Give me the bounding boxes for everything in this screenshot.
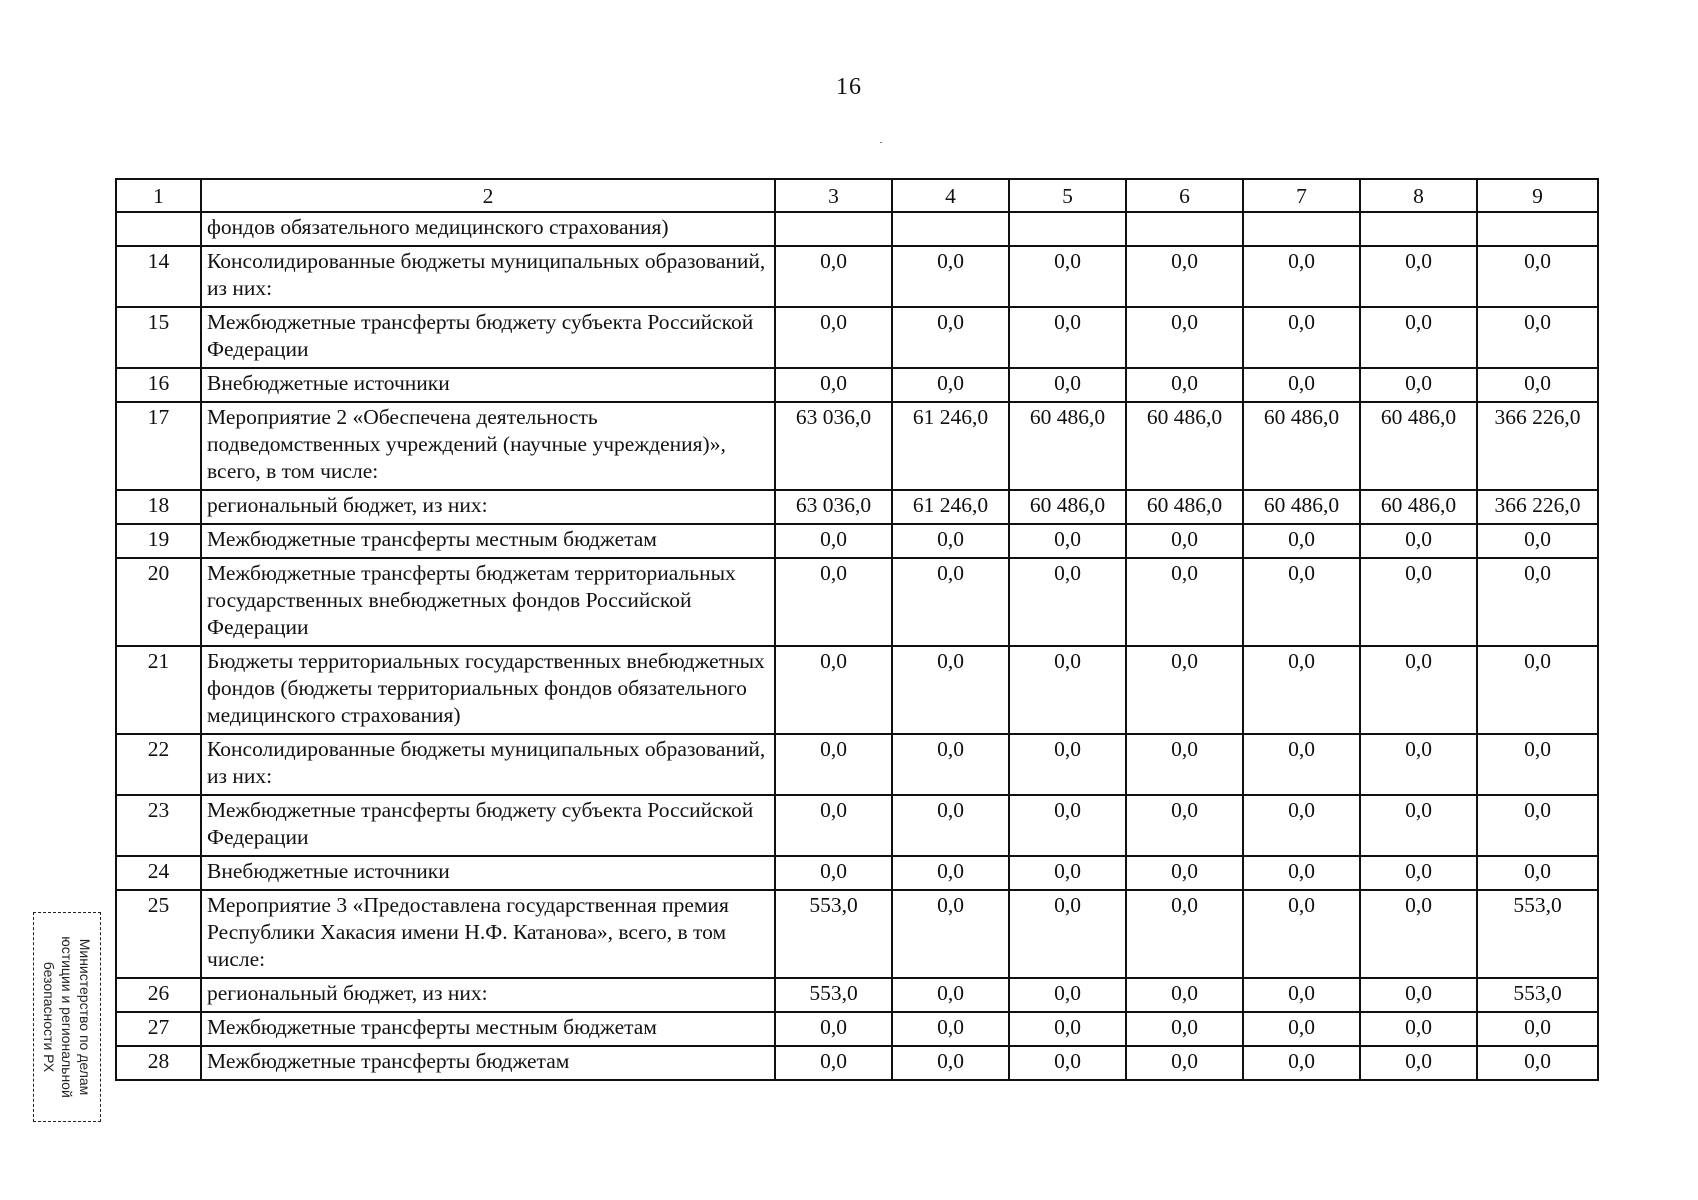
value-cell-col-8: 0,0 (1360, 558, 1477, 646)
value-cell-col-4: 61 246,0 (892, 490, 1009, 524)
value-cell-col-8: 0,0 (1360, 978, 1477, 1012)
table-row (116, 524, 1598, 558)
value-cell-col-6: 0,0 (1126, 246, 1243, 307)
value-cell-col-6: 0,0 (1126, 558, 1243, 646)
header-cell-5: 5 (1009, 179, 1126, 212)
value-cell-col-3: 553,0 (775, 978, 892, 1012)
value-cell-col-8: 0,0 (1360, 307, 1477, 368)
value-cell-col-9 (1477, 212, 1598, 246)
value-cell-col-7: 0,0 (1243, 1046, 1360, 1080)
value-cell-col-6: 0,0 (1126, 978, 1243, 1012)
row-number: 28 (116, 1046, 201, 1080)
value-cell-col-7: 0,0 (1243, 368, 1360, 402)
value-cell-col-5: 0,0 (1009, 978, 1126, 1012)
value-cell-col-9: 0,0 (1477, 795, 1598, 856)
table-header-row (116, 179, 1598, 212)
row-description: Бюджеты территориальных государственных внебюджетных фондов (бюджеты территориальных фондов обязательного медицинского страхования) (201, 646, 775, 734)
value-cell-col-6: 0,0 (1126, 1046, 1243, 1080)
table-row (116, 307, 1598, 368)
row-description: Межбюджетные трансферты местным бюджетам (201, 524, 775, 558)
stamp-line: юстиции и региональной (59, 936, 75, 1098)
value-cell-col-3: 0,0 (775, 524, 892, 558)
row-description: Консолидированные бюджеты муниципальных образований, из них: (201, 734, 775, 795)
value-cell-col-4: 0,0 (892, 1046, 1009, 1080)
value-cell-col-5: 0,0 (1009, 307, 1126, 368)
value-cell-col-5: 60 486,0 (1009, 402, 1126, 490)
row-description: Межбюджетные трансферты бюджетам территориальных государственных внебюджетных фондов Российской Федерации (201, 558, 775, 646)
row-number (116, 212, 201, 246)
stamp-line: безопасности РХ (41, 961, 57, 1073)
table-row (116, 246, 1598, 307)
value-cell-col-7: 0,0 (1243, 734, 1360, 795)
value-cell-col-5: 0,0 (1009, 795, 1126, 856)
value-cell-col-9: 366 226,0 (1477, 402, 1598, 490)
row-number: 16 (116, 368, 201, 402)
value-cell-col-8: 0,0 (1360, 734, 1477, 795)
value-cell-col-5: 0,0 (1009, 734, 1126, 795)
table-row (116, 212, 1598, 246)
header-cell-6: 6 (1126, 179, 1243, 212)
value-cell-col-8: 0,0 (1360, 1046, 1477, 1080)
value-cell-col-7: 60 486,0 (1243, 490, 1360, 524)
value-cell-col-9: 0,0 (1477, 734, 1598, 795)
value-cell-col-4: 0,0 (892, 1012, 1009, 1046)
header-cell-9: 9 (1477, 179, 1598, 212)
value-cell-col-8 (1360, 212, 1477, 246)
row-description: фондов обязательного медицинского страхования) (201, 212, 775, 246)
row-number: 27 (116, 1012, 201, 1046)
value-cell-col-6: 0,0 (1126, 795, 1243, 856)
value-cell-col-8: 0,0 (1360, 646, 1477, 734)
value-cell-col-8: 0,0 (1360, 524, 1477, 558)
value-cell-col-9: 366 226,0 (1477, 490, 1598, 524)
table-row (116, 978, 1598, 1012)
value-cell-col-7: 0,0 (1243, 307, 1360, 368)
value-cell-col-6: 0,0 (1126, 646, 1243, 734)
row-number: 23 (116, 795, 201, 856)
value-cell-col-5: 0,0 (1009, 246, 1126, 307)
value-cell-col-9: 0,0 (1477, 524, 1598, 558)
table-row (116, 558, 1598, 646)
value-cell-col-5: 0,0 (1009, 1012, 1126, 1046)
value-cell-col-7: 0,0 (1243, 246, 1360, 307)
value-cell-col-4: 0,0 (892, 734, 1009, 795)
row-number: 17 (116, 402, 201, 490)
value-cell-col-9: 553,0 (1477, 978, 1598, 1012)
value-cell-col-3: 0,0 (775, 646, 892, 734)
value-cell-col-5: 60 486,0 (1009, 490, 1126, 524)
table-row (116, 646, 1598, 734)
value-cell-col-5 (1009, 212, 1126, 246)
ministry-stamp (33, 912, 101, 1122)
value-cell-col-8: 0,0 (1360, 795, 1477, 856)
table-row (116, 1012, 1598, 1046)
value-cell-col-4: 0,0 (892, 856, 1009, 890)
value-cell-col-7: 0,0 (1243, 890, 1360, 978)
budget-table (115, 178, 1599, 1081)
table-row (116, 890, 1598, 978)
row-number: 20 (116, 558, 201, 646)
value-cell-col-4: 0,0 (892, 646, 1009, 734)
row-number: 19 (116, 524, 201, 558)
row-description: Консолидированные бюджеты муниципальных образований, из них: (201, 246, 775, 307)
value-cell-col-9: 0,0 (1477, 246, 1598, 307)
header-cell-8: 8 (1360, 179, 1477, 212)
value-cell-col-7: 60 486,0 (1243, 402, 1360, 490)
value-cell-col-9: 553,0 (1477, 890, 1598, 978)
value-cell-col-9: 0,0 (1477, 558, 1598, 646)
value-cell-col-4: 0,0 (892, 246, 1009, 307)
value-cell-col-6: 0,0 (1126, 524, 1243, 558)
value-cell-col-8: 0,0 (1360, 368, 1477, 402)
value-cell-col-5: 0,0 (1009, 856, 1126, 890)
value-cell-col-6: 0,0 (1126, 734, 1243, 795)
value-cell-col-3: 0,0 (775, 307, 892, 368)
table-row (116, 1046, 1598, 1080)
value-cell-col-7 (1243, 212, 1360, 246)
row-number: 14 (116, 246, 201, 307)
value-cell-col-3: 63 036,0 (775, 402, 892, 490)
row-number: 25 (116, 890, 201, 978)
row-number: 24 (116, 856, 201, 890)
value-cell-col-5: 0,0 (1009, 890, 1126, 978)
row-description: Внебюджетные источники (201, 368, 775, 402)
stamp-line: Министерство по делам (77, 938, 93, 1096)
row-description: региональный бюджет, из них: (201, 978, 775, 1012)
row-number: 22 (116, 734, 201, 795)
value-cell-col-4: 0,0 (892, 558, 1009, 646)
value-cell-col-9: 0,0 (1477, 307, 1598, 368)
row-description: Межбюджетные трансферты бюджету субъекта Российской Федерации (201, 307, 775, 368)
header-cell-1: 1 (116, 179, 201, 212)
row-description: Внебюджетные источники (201, 856, 775, 890)
value-cell-col-6: 0,0 (1126, 307, 1243, 368)
value-cell-col-3: 0,0 (775, 1012, 892, 1046)
value-cell-col-6: 0,0 (1126, 368, 1243, 402)
value-cell-col-9: 0,0 (1477, 368, 1598, 402)
value-cell-col-7: 0,0 (1243, 1012, 1360, 1046)
value-cell-col-9: 0,0 (1477, 856, 1598, 890)
value-cell-col-3: 0,0 (775, 558, 892, 646)
value-cell-col-4: 0,0 (892, 890, 1009, 978)
value-cell-col-3 (775, 212, 892, 246)
value-cell-col-3: 0,0 (775, 246, 892, 307)
value-cell-col-4: 61 246,0 (892, 402, 1009, 490)
value-cell-col-8: 0,0 (1360, 1012, 1477, 1046)
value-cell-col-9: 0,0 (1477, 646, 1598, 734)
value-cell-col-8: 0,0 (1360, 856, 1477, 890)
row-number: 26 (116, 978, 201, 1012)
row-description: Мероприятие 3 «Предоставлена государственная премия Республики Хакасия имени Н.Ф. Катанова», всего, в том числе: (201, 890, 775, 978)
table-row (116, 490, 1598, 524)
value-cell-col-7: 0,0 (1243, 978, 1360, 1012)
table-row (116, 402, 1598, 490)
value-cell-col-7: 0,0 (1243, 795, 1360, 856)
table-row (116, 734, 1598, 795)
value-cell-col-4: 0,0 (892, 368, 1009, 402)
value-cell-col-9: 0,0 (1477, 1046, 1598, 1080)
table-row (116, 795, 1598, 856)
row-description: Межбюджетные трансферты бюджету субъекта Российской Федерации (201, 795, 775, 856)
header-cell-3: 3 (775, 179, 892, 212)
value-cell-col-5: 0,0 (1009, 646, 1126, 734)
value-cell-col-7: 0,0 (1243, 558, 1360, 646)
value-cell-col-3: 0,0 (775, 1046, 892, 1080)
value-cell-col-3: 553,0 (775, 890, 892, 978)
value-cell-col-8: 0,0 (1360, 246, 1477, 307)
row-number: 21 (116, 646, 201, 734)
table-row (116, 856, 1598, 890)
value-cell-col-5: 0,0 (1009, 1046, 1126, 1080)
row-description: Мероприятие 2 «Обеспечена деятельность подведомственных учреждений (научные учреждения)», всего, в том числе: (201, 402, 775, 490)
value-cell-col-9: 0,0 (1477, 1012, 1598, 1046)
row-description: Межбюджетные трансферты местным бюджетам (201, 1012, 775, 1046)
value-cell-col-4: 0,0 (892, 978, 1009, 1012)
value-cell-col-7: 0,0 (1243, 524, 1360, 558)
scan-speck (880, 142, 882, 143)
value-cell-col-6: 60 486,0 (1126, 402, 1243, 490)
value-cell-col-8: 0,0 (1360, 890, 1477, 978)
value-cell-col-6: 60 486,0 (1126, 490, 1243, 524)
value-cell-col-8: 60 486,0 (1360, 490, 1477, 524)
ministry-stamp-text (40, 917, 94, 1117)
value-cell-col-4: 0,0 (892, 307, 1009, 368)
value-cell-col-6 (1126, 212, 1243, 246)
value-cell-col-6: 0,0 (1126, 1012, 1243, 1046)
value-cell-col-3: 63 036,0 (775, 490, 892, 524)
value-cell-col-7: 0,0 (1243, 856, 1360, 890)
value-cell-col-3: 0,0 (775, 856, 892, 890)
value-cell-col-3: 0,0 (775, 368, 892, 402)
value-cell-col-4: 0,0 (892, 795, 1009, 856)
value-cell-col-4 (892, 212, 1009, 246)
value-cell-col-6: 0,0 (1126, 890, 1243, 978)
value-cell-col-3: 0,0 (775, 734, 892, 795)
row-number: 18 (116, 490, 201, 524)
value-cell-col-5: 0,0 (1009, 524, 1126, 558)
value-cell-col-8: 60 486,0 (1360, 402, 1477, 490)
table-row (116, 368, 1598, 402)
value-cell-col-5: 0,0 (1009, 558, 1126, 646)
header-cell-4: 4 (892, 179, 1009, 212)
row-description: Межбюджетные трансферты бюджетам (201, 1046, 775, 1080)
page-number: 16 (836, 74, 862, 100)
row-number: 15 (116, 307, 201, 368)
row-description: региональный бюджет, из них: (201, 490, 775, 524)
value-cell-col-7: 0,0 (1243, 646, 1360, 734)
header-cell-2: 2 (201, 179, 775, 212)
value-cell-col-4: 0,0 (892, 524, 1009, 558)
value-cell-col-5: 0,0 (1009, 368, 1126, 402)
value-cell-col-3: 0,0 (775, 795, 892, 856)
value-cell-col-6: 0,0 (1126, 856, 1243, 890)
header-cell-7: 7 (1243, 179, 1360, 212)
